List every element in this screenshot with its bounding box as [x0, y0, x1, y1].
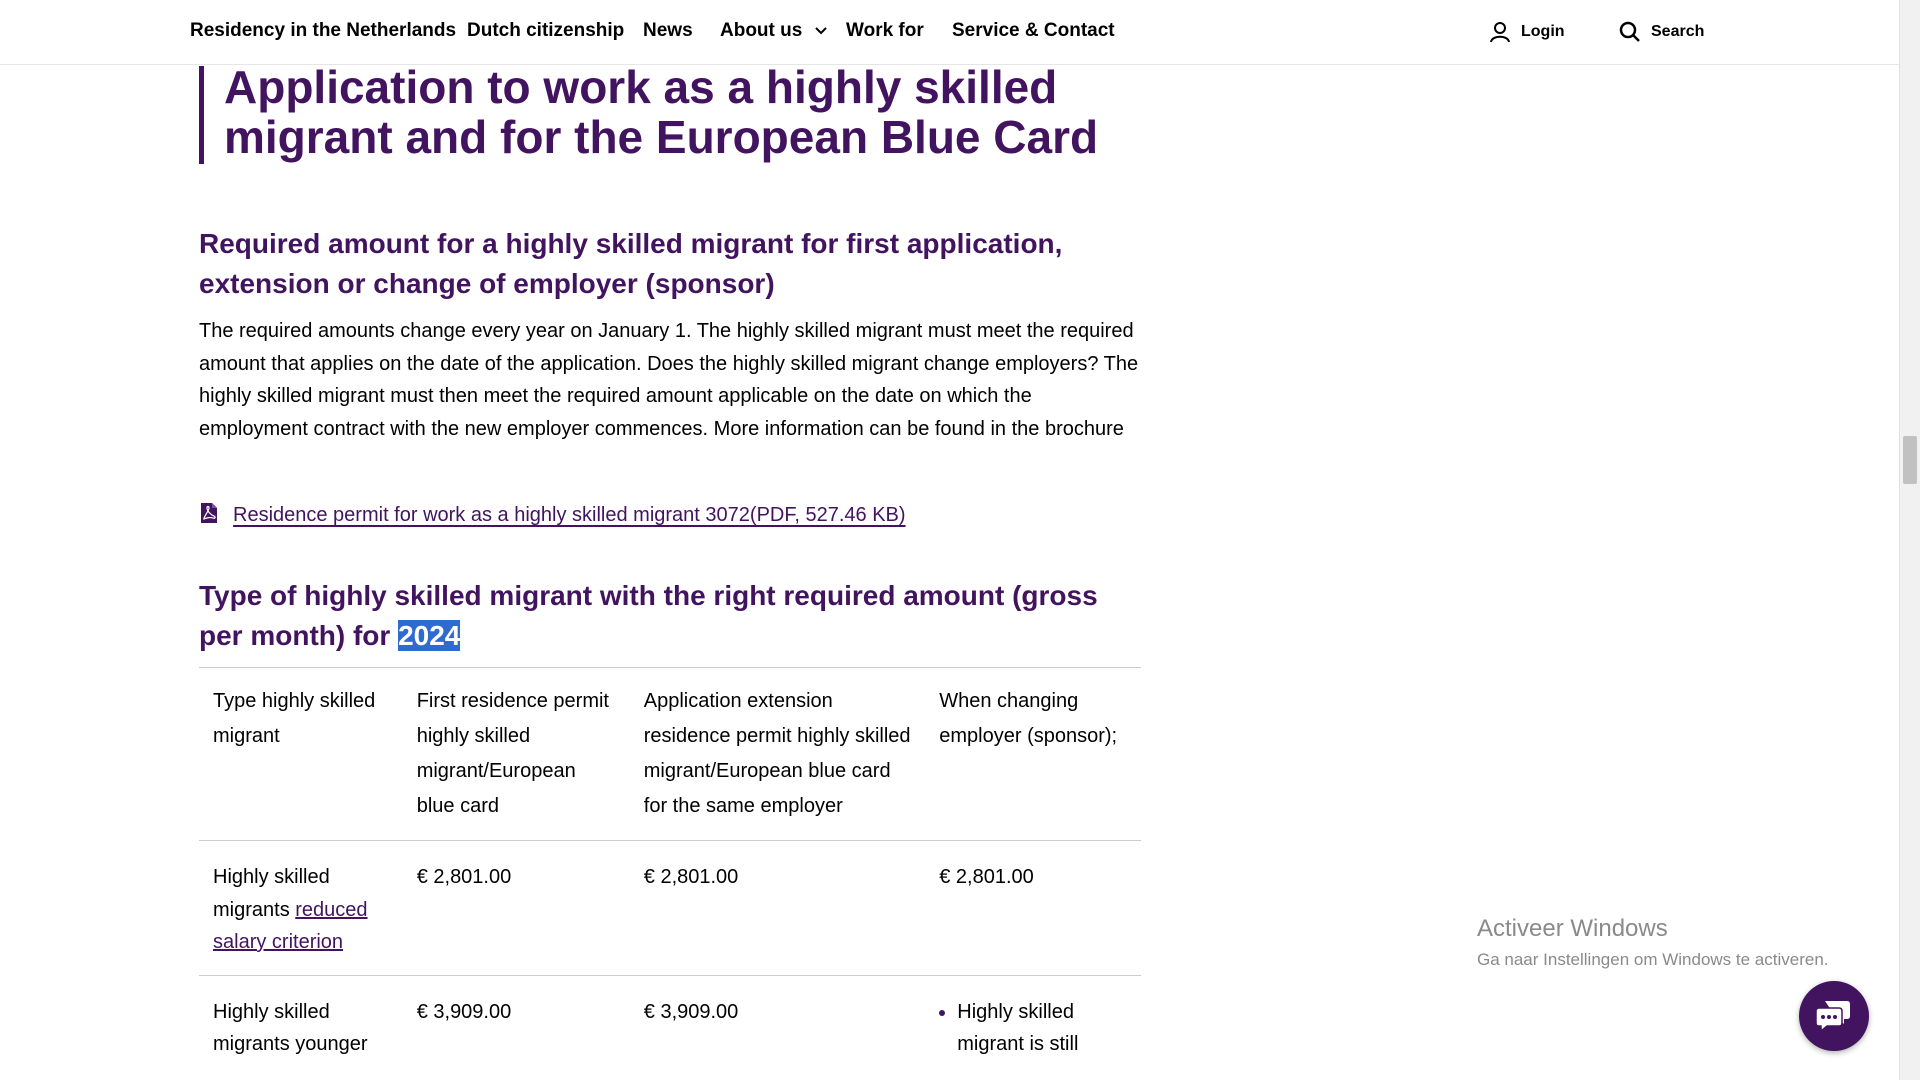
table-header-cell: Type highly skilled migrant — [199, 668, 403, 841]
section-body-text: The required amounts change every year on January 1. The highly skilled migrant must meet the required amount that applies on the date of the application. Does the highly skilled migrant change employers? The highly skilled migrant must then meet the required amount applicable on the date on which the employment contract with the new employer commences. More information can be found in the brochure — [199, 320, 1139, 440]
bullet-list — [939, 996, 1127, 1061]
page-title: Application to work as a highly skilled migrant and for the European Blue Card — [224, 61, 1099, 163]
table-cell: € 3,909.00 — [403, 975, 630, 1077]
scrollbar[interactable] — [1899, 0, 1920, 1080]
search-button[interactable] — [1619, 21, 1704, 43]
brochure-download — [199, 502, 906, 527]
table-cell — [925, 975, 1141, 1077]
nav-residency[interactable]: Residency in the Netherlands — [190, 20, 457, 41]
chat-button[interactable] — [1799, 981, 1869, 1051]
reduced-salary-criterion-link[interactable]: reduced salary criterion — [213, 898, 368, 953]
scrollbar-thumb[interactable] — [1903, 436, 1917, 484]
top-navigation — [0, 0, 1900, 65]
nav-dutch-citizenship[interactable]: Dutch citizenship — [467, 20, 625, 41]
table-header-cell: When changing employer (sponsor); — [925, 668, 1141, 841]
table-cell-type — [199, 841, 403, 976]
section-heading-type-migrant — [199, 576, 1149, 656]
table-cell: € 2,801.00 — [925, 841, 1141, 976]
search-label: Search — [1651, 23, 1705, 41]
section-heading-prefix: Type of highly skilled migrant with the right required amount (gross per month) for — [199, 580, 1098, 651]
title-accent-bar — [199, 66, 204, 164]
selected-year-text: 2024 — [398, 620, 461, 651]
table-header-row — [199, 668, 1141, 841]
nav-about-us[interactable] — [720, 20, 828, 42]
row-type-label: Highly skilled migrants — [213, 866, 330, 921]
search-icon — [1619, 21, 1641, 43]
list-item: • Highly skilled migrant is still — [957, 996, 1127, 1061]
table-cell: € 3,909.00 — [630, 975, 925, 1077]
nav-about-us-label: About us — [720, 20, 803, 41]
nav-news[interactable]: News — [643, 20, 693, 41]
nav-work-for[interactable]: Work for — [846, 20, 924, 41]
chevron-down-icon — [814, 26, 828, 36]
table-row — [199, 841, 1141, 976]
table-header-cell: Application extension residence permit highly skilled migrant/European blue card for the same employer — [630, 668, 925, 841]
user-icon — [1489, 21, 1511, 43]
pdf-icon — [199, 502, 219, 524]
login-label: Login — [1521, 23, 1565, 41]
watermark-title: Activeer Windows — [1477, 915, 1668, 942]
windows-activation-watermark — [1477, 914, 1829, 972]
table-header-cell: First residence permit highly skilled migrant/European blue card — [403, 668, 630, 841]
brochure-link[interactable]: Residence permit for work as a highly skilled migrant 3072(PDF, 527.46 KB) — [233, 504, 906, 526]
chat-icon — [1815, 998, 1853, 1034]
table-cell: € 2,801.00 — [630, 841, 925, 976]
watermark-subtitle: Ga naar Instellingen om Windows te activeren. — [1477, 950, 1829, 969]
section-heading-required-amount: Required amount for a highly skilled migrant for first application, extension or change of employer (sponsor) — [199, 228, 1063, 299]
required-amounts-table — [199, 667, 1141, 1077]
table-cell-type: Highly skilled migrants younger — [199, 975, 403, 1077]
table-cell: € 2,801.00 — [403, 841, 630, 976]
login-button[interactable] — [1489, 21, 1565, 43]
nav-service-contact[interactable]: Service & Contact — [952, 20, 1115, 41]
table-row — [199, 975, 1141, 1077]
